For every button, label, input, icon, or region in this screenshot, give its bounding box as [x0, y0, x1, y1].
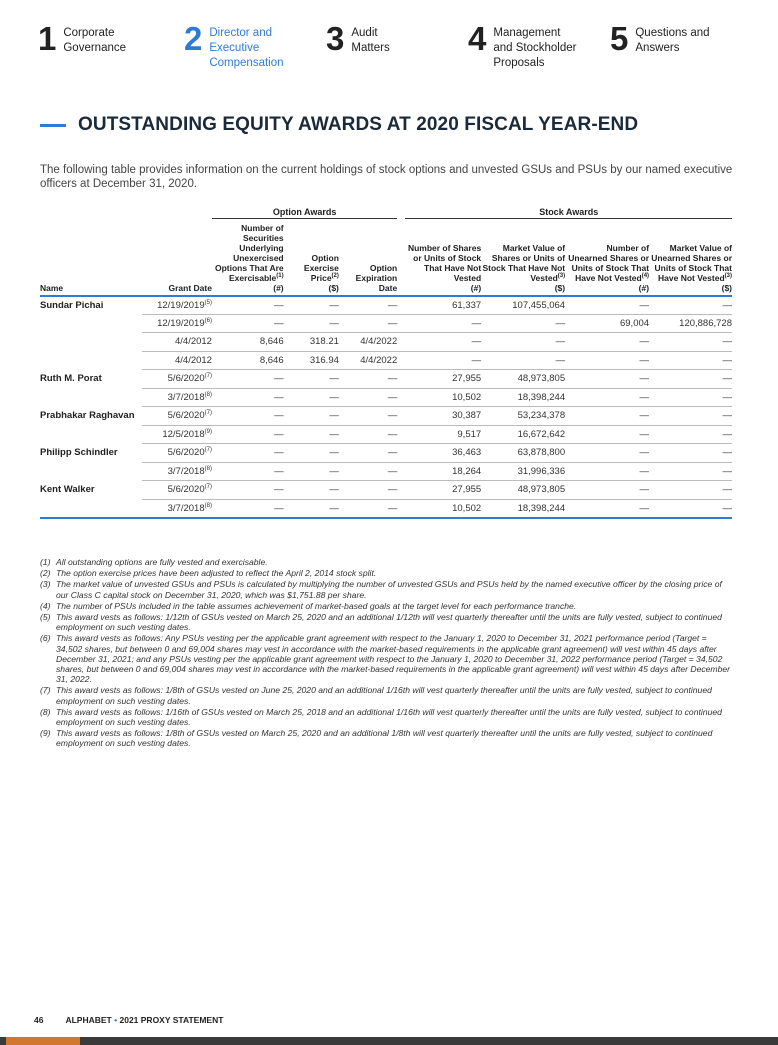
cell-name: Philipp Schindler [40, 447, 118, 459]
footnote-item [40, 601, 735, 611]
gap-cell [397, 462, 405, 481]
footnote-number: (1) [40, 557, 51, 567]
footnote-number: (7) [40, 685, 51, 696]
cell-grant-date [142, 481, 212, 500]
cell-market-value: 31,996,336 [481, 462, 565, 481]
nav-label: Director and Executive Compensation [209, 27, 284, 69]
table-row [40, 425, 732, 444]
footnote-text: This award vests as follows: 1/8th of GSUs vested on March 25, 2020 and an additional 1/8th will vest quarterly thereafter until the units are fully vested, subject to continued employment on such vesting dates. [56, 728, 713, 749]
cell-exercisable: 8,646 [212, 351, 284, 370]
cell-grant-date [142, 388, 212, 407]
group-header-row [40, 205, 732, 218]
nav-number: 4 [468, 20, 487, 57]
cell-unearned: — [565, 296, 649, 315]
table-body [40, 296, 732, 518]
footnote-item [40, 707, 735, 727]
cell-name [40, 499, 142, 518]
cell-unearned: — [565, 407, 649, 426]
section-nav [38, 22, 738, 72]
nav-item-management-proposals[interactable] [468, 22, 576, 71]
cell-price: — [284, 407, 339, 426]
grant-date-value: 12/5/2018 [162, 428, 205, 440]
footnote-item [40, 685, 735, 705]
cell-market-value: — [481, 351, 565, 370]
grant-date-value: 4/4/2012 [174, 354, 212, 366]
footnote-number: (3) [40, 579, 51, 590]
cell-not-vested: 61,337 [405, 296, 481, 315]
footnote-ref: (9) [204, 428, 212, 435]
col-exercisable-unit: (#) [273, 282, 284, 293]
footnote-number: (5) [40, 612, 51, 623]
cell-grant-date [142, 333, 212, 352]
table-row [40, 370, 732, 389]
section-heading [40, 114, 638, 136]
cell-unearned: — [565, 370, 649, 389]
cell-not-vested: — [405, 351, 481, 370]
cell-expiration: — [339, 296, 397, 315]
cell-expiration: — [339, 462, 397, 481]
cell-not-vested: 18,264 [405, 462, 481, 481]
cell-unearned-value: — [649, 481, 732, 500]
footnote-ref: (8) [204, 502, 212, 509]
nav-label: Questions and Answers [635, 27, 710, 54]
grant-date-value: 3/7/2018 [167, 502, 205, 514]
footnote-item [40, 568, 735, 578]
footnote-number: (6) [40, 633, 51, 644]
cell-market-value: — [481, 314, 565, 333]
cell-exercisable: — [212, 314, 284, 333]
grant-date-value: 5/6/2020 [167, 447, 205, 459]
footnote-text: The option exercise prices have been adjusted to reflect the April 2, 2014 stock split. [56, 568, 377, 579]
nav-number: 1 [38, 20, 57, 57]
nav-number: 5 [610, 20, 629, 57]
nav-item-director-compensation[interactable] [184, 22, 284, 71]
footnote-item [40, 633, 735, 684]
cell-unearned-value: — [649, 296, 732, 315]
footnote-ref: (7) [204, 373, 212, 380]
footnote-ref: (7) [204, 410, 212, 417]
cell-not-vested: 9,517 [405, 425, 481, 444]
cell-expiration: 4/4/2022 [339, 351, 397, 370]
cell-name: Ruth M. Porat [40, 373, 102, 385]
footnote-text: This award vests as follows: 1/12th of GSUs vested on March 25, 2020 and an additional 1/12th will vest quarterly thereafter until the units are fully vested, subject to continued employment on such vesting dates. [56, 612, 722, 633]
table-row [40, 314, 732, 333]
cell-grant-date [142, 370, 212, 389]
cell-unearned-value: 120,886,728 [649, 314, 732, 333]
footnote-text: The number of PSUs included in the table assumes achievement of market-based goals at the target level for each performance tranche. [56, 600, 577, 611]
grant-date-value: 12/19/2019 [157, 299, 205, 311]
col-expiration: Option Expiration Date [339, 218, 397, 296]
col-unearned-value-unit: ($) [721, 282, 732, 293]
footer-title: 2021 PROXY STATEMENT [119, 1015, 224, 1025]
cell-price: — [284, 296, 339, 315]
table-row [40, 499, 732, 518]
cell-not-vested: 36,463 [405, 444, 481, 463]
cell-market-value: 63,878,800 [481, 444, 565, 463]
table-row [40, 444, 732, 463]
cell-expiration: 4/4/2022 [339, 333, 397, 352]
cell-unearned-value: — [649, 351, 732, 370]
cell-unearned: — [565, 333, 649, 352]
cell-name: Sundar Pichai [40, 299, 104, 311]
col-not-vested-unit: (#) [470, 282, 482, 293]
col-market-value: Market Value of Shares or Units of Stock That Have Not Vested$^{(3)}$ ($) [481, 218, 565, 296]
cell-not-vested: 30,387 [405, 407, 481, 426]
footnote-ref: (8) [204, 391, 212, 398]
gap-cell [397, 481, 405, 500]
gap-cell [397, 444, 405, 463]
cell-market-value: 18,398,244 [481, 499, 565, 518]
cell-market-value: 48,973,805 [481, 370, 565, 389]
nav-number: 3 [326, 20, 345, 57]
nav-item-questions-answers[interactable] [610, 22, 710, 56]
cell-market-value: 48,973,805 [481, 481, 565, 500]
cell-unearned: — [565, 425, 649, 444]
cell-market-value: 16,672,642 [481, 425, 565, 444]
cell-exercisable: 8,646 [212, 333, 284, 352]
grant-date-value: 3/7/2018 [167, 465, 205, 477]
footnote-text: All outstanding options are fully vested and exercisable. [56, 557, 268, 567]
col-not-vested [405, 218, 481, 296]
col-unearned: Number of Unearned Shares or Units of Stock That Have Not Vested$^{(4)}$ (#) [565, 218, 649, 296]
cell-exercisable: — [212, 388, 284, 407]
cell-exercisable: — [212, 499, 284, 518]
cell-expiration: — [339, 370, 397, 389]
cell-price: — [284, 481, 339, 500]
cell-unearned-value: — [649, 388, 732, 407]
cell-exercisable: — [212, 462, 284, 481]
cell-market-value: — [481, 333, 565, 352]
cell-unearned-value: — [649, 425, 732, 444]
page-number: 46 [34, 1015, 44, 1025]
cell-unearned-value: — [649, 370, 732, 389]
footnote-text: This award vests as follows: 1/16th of GSUs vested on March 25, 2018 and an additional 1/16th will vest quarterly thereafter until the units are fully vested, subject to continued employment on such vesting dates. [56, 706, 722, 728]
cell-unearned-value: — [649, 499, 732, 518]
cell-grant-date [142, 425, 212, 444]
cell-unearned: — [565, 481, 649, 500]
footnote-item [40, 728, 735, 748]
cell-expiration: — [339, 499, 397, 518]
footnote-item [40, 612, 735, 632]
footnote-item [40, 579, 735, 599]
cell-price: — [284, 425, 339, 444]
gap-cell [397, 351, 405, 370]
cell-not-vested: — [405, 314, 481, 333]
cell-expiration: — [339, 407, 397, 426]
cell-name [40, 388, 142, 407]
cell-not-vested: — [405, 333, 481, 352]
table-row [40, 351, 732, 370]
gap-cell [397, 388, 405, 407]
cell-unearned-value: — [649, 333, 732, 352]
grant-date-value: 5/6/2020 [167, 373, 205, 385]
cell-market-value: 18,398,244 [481, 388, 565, 407]
cell-exercisable: — [212, 407, 284, 426]
footer-dot: • [114, 1015, 118, 1025]
cell-name: Prabhakar Raghavan [40, 410, 135, 422]
footnote-text: The market value of unvested GSUs and PSUs is calculated by multiplying the number of unvested GSUs and PSUs held by the named executive officer by the closing price of our Class C capital stock on December 31, 2020, which was $1,751.88 per share. [56, 579, 722, 600]
cell-name [40, 425, 142, 444]
cell-price: — [284, 462, 339, 481]
footnote-ref: (7) [204, 484, 212, 491]
cell-grant-date [142, 462, 212, 481]
cell-not-vested: 27,955 [405, 370, 481, 389]
footnote-number: (9) [40, 728, 51, 739]
cell-expiration: — [339, 444, 397, 463]
nav-item-audit-matters[interactable] [326, 22, 390, 56]
cell-price: — [284, 388, 339, 407]
cell-name: Kent Walker [40, 484, 95, 496]
cell-not-vested: 10,502 [405, 499, 481, 518]
footnote-number: (8) [40, 706, 51, 717]
col-exercisable-label: Number of Securities Underlying Unexercised Options That Are Exercisable [214, 222, 284, 283]
gap-cell [397, 425, 405, 444]
footnote-ref: (8) [204, 465, 212, 472]
bottom-accent [6, 1037, 80, 1045]
cell-price: — [284, 499, 339, 518]
cell-grant-date [142, 499, 212, 518]
cell-name [40, 351, 142, 370]
footnote-item [40, 557, 735, 567]
col-name: Name [40, 218, 142, 296]
footnote-ref: (5) [204, 299, 212, 306]
cell-not-vested: 27,955 [405, 481, 481, 500]
col-price-label: Option Exercise Price [303, 252, 339, 283]
grant-date-value: 12/19/2019 [157, 317, 205, 329]
cell-unearned: — [565, 388, 649, 407]
stock-awards-group: Stock Awards [405, 205, 732, 218]
nav-item-corporate-governance[interactable] [38, 22, 126, 56]
footnotes [40, 557, 735, 750]
cell-expiration: — [339, 388, 397, 407]
cell-unearned: 69,004 [565, 314, 649, 333]
cell-price: — [284, 370, 339, 389]
cell-unearned: — [565, 499, 649, 518]
nav-label: Management and Stockholder Proposals [493, 27, 577, 69]
gap-cell [397, 296, 405, 315]
cell-exercisable: — [212, 444, 284, 463]
col-unearned-label: Number of Unearned Shares or Units of Stock That Have Not Vested [568, 242, 650, 283]
cell-unearned-value: — [649, 462, 732, 481]
equity-awards-table [40, 205, 732, 519]
col-grant-date: Grant Date [142, 218, 212, 296]
nav-label: Corporate Governance [63, 27, 127, 54]
cell-expiration: — [339, 314, 397, 333]
table-row [40, 388, 732, 407]
cell-expiration: — [339, 481, 397, 500]
grant-date-value: 4/4/2012 [174, 336, 212, 348]
col-unearned-unit: (#) [638, 282, 650, 293]
cell-price: 318.21 [284, 333, 339, 352]
footer-doc [65, 1015, 223, 1025]
page-title: OUTSTANDING EQUITY AWARDS AT 2020 FISCAL YEAR-END [78, 114, 639, 135]
grant-date-value: 5/6/2020 [167, 484, 205, 496]
cell-price: — [284, 444, 339, 463]
cell-grant-date [142, 314, 212, 333]
table-row [40, 407, 732, 426]
cell-unearned: — [565, 444, 649, 463]
table-row [40, 296, 732, 315]
nav-label: Audit Matters [351, 27, 390, 54]
gap-cell [397, 333, 405, 352]
col-unearned-value-label: Market Value of Unearned Shares or Units of Stock That Have Not Vested [651, 242, 732, 283]
table-row [40, 333, 732, 352]
col-price: Option Exercise Price$^{(2)}$ ($) [284, 218, 339, 296]
title-dash [40, 124, 66, 127]
cell-not-vested: 10,502 [405, 388, 481, 407]
nav-number: 2 [184, 20, 203, 57]
table-row [40, 462, 732, 481]
footnote-number: (2) [40, 568, 51, 579]
cell-exercisable: — [212, 425, 284, 444]
table-row [40, 481, 732, 500]
column-header-row [40, 218, 732, 296]
grant-date-value: 5/6/2020 [167, 410, 205, 422]
gap-cell [397, 370, 405, 389]
col-market-value-label: Market Value of Shares or Units of Stock That Have Not Vested [482, 242, 566, 283]
footer-company: ALPHABET [65, 1015, 112, 1025]
col-not-vested-label: Number of Shares or Units of Stock That Have Not Vested [407, 242, 482, 283]
col-exercisable: Number of Securities Underlying Unexercised Options That Are Exercisable$^{(1)}$ (#) [212, 218, 284, 296]
footnote-text: This award vests as follows: 1/8th of GSUs vested on June 25, 2020 and an additional 1/16th will vest quarterly thereafter until the units are fully vested, subject to continued employment on such vesting dates. [56, 685, 712, 706]
cell-name [40, 333, 142, 352]
cell-grant-date [142, 407, 212, 426]
cell-exercisable: — [212, 296, 284, 315]
cell-price: — [284, 314, 339, 333]
footnote-number: (4) [40, 600, 51, 611]
cell-price: 316.94 [284, 351, 339, 370]
cell-unearned: — [565, 462, 649, 481]
col-unearned-value: Market Value of Unearned Shares or Units of Stock That Have Not Vested$^{(3)}$ ($) [649, 218, 732, 296]
page-footer [34, 1015, 223, 1025]
cell-grant-date [142, 296, 212, 315]
grant-date-value: 3/7/2018 [167, 391, 205, 403]
cell-name [40, 462, 142, 481]
footnote-text: This award vests as follows: Any PSUs vesting per the applicable grant agreement with respect to the January 1, 2020 to December 31, 2021 performance period (Target = 34,502 shares, but between 0 and 69,004 shares may vest in accordance with the market-based requirements in the applicable grant agreement) will vest within 45 days after December 31, 2021; and any PSUs vesting per the applicable grant agreement with respect to the January 1, 2020 to December 31, 2022 performance period (Target = 34,502 shares, but between 0 and 69,004 shares may vest in accordance with the market-based requirements in the applicable grant agreement) will vest within 45 days after December 31, 2022. [56, 633, 731, 685]
option-awards-group: Option Awards [212, 205, 397, 218]
cell-unearned-value: — [649, 407, 732, 426]
footnote-ref: (7) [204, 447, 212, 454]
cell-unearned-value: — [649, 444, 732, 463]
cell-expiration: — [339, 425, 397, 444]
cell-unearned: — [565, 351, 649, 370]
cell-exercisable: — [212, 370, 284, 389]
cell-grant-date [142, 351, 212, 370]
col-market-value-unit: ($) [554, 282, 566, 293]
intro-paragraph: The following table provides information on the current holdings of stock options and unvested GSUs and PSUs by our named executive officers at December 31, 2020. [40, 164, 733, 190]
bottom-bar [0, 1037, 778, 1045]
cell-exercisable: — [212, 481, 284, 500]
footnote-ref: (6) [204, 317, 212, 324]
gap-cell [397, 407, 405, 426]
gap-cell [397, 314, 405, 333]
cell-market-value: 53,234,378 [481, 407, 565, 426]
cell-name [40, 314, 142, 333]
gap-cell [397, 499, 405, 518]
cell-grant-date [142, 444, 212, 463]
col-price-unit: ($) [328, 282, 339, 293]
cell-market-value: 107,455,064 [481, 296, 565, 315]
